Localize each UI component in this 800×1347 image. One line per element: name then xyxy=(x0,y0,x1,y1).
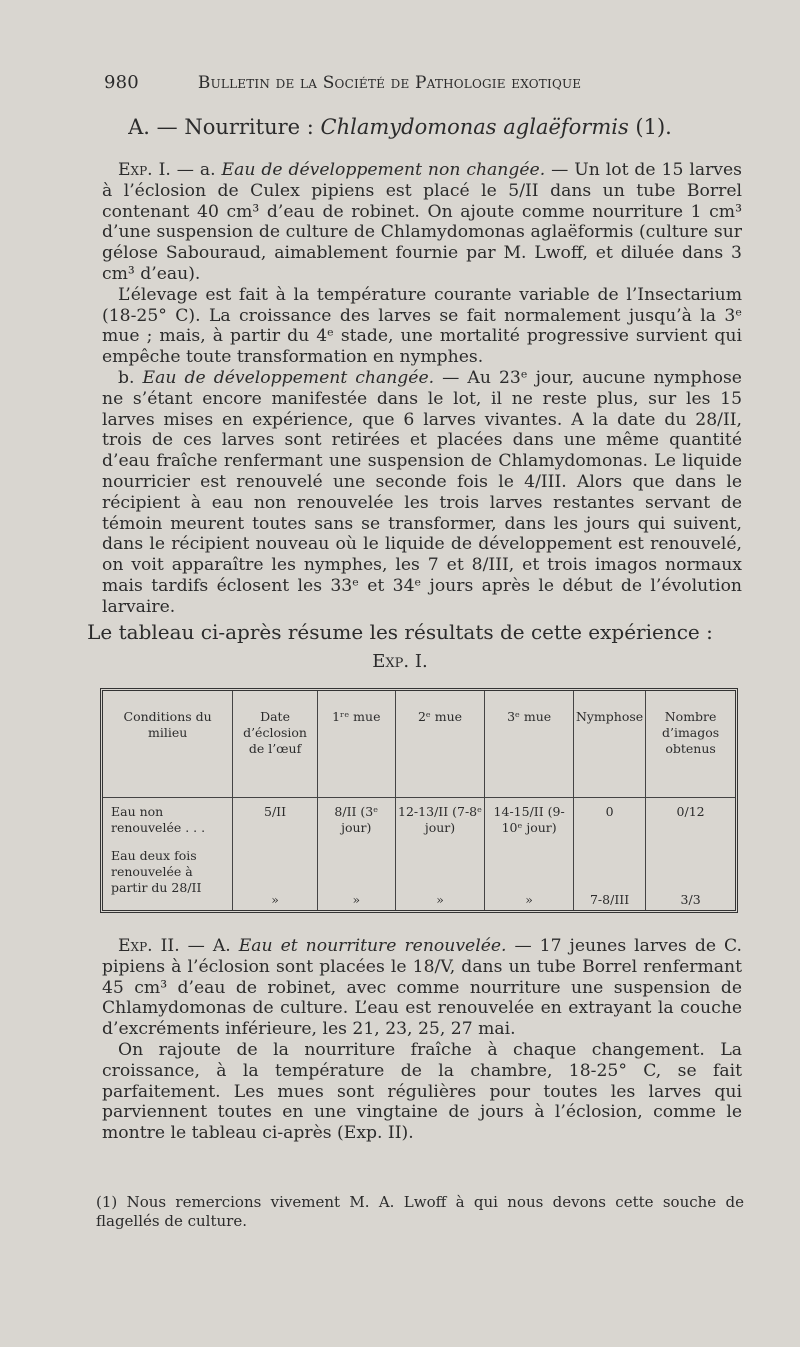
table-cell: Eau non renouvelée . . . xyxy=(111,804,206,835)
body-text-top xyxy=(102,160,742,618)
table-cell: 0/12 xyxy=(646,802,735,846)
paragraph-exp2 xyxy=(102,936,742,1040)
sub-label: — a. xyxy=(170,160,222,180)
sub-label: — A. xyxy=(179,936,239,956)
header-cell: Conditions du milieu xyxy=(123,709,212,740)
table-cell: 3/3 xyxy=(646,846,735,910)
table-row xyxy=(103,846,735,910)
paragraph-elevage: L’élevage est fait à la température courante variable de l’Insectarium (18-25° C). La croissance des larves se fait normalement jusqu’à la 3ᵉ mue ; mais, à partir du 4ᵉ stade, une mortalité progressive survient qui empêche toute transformation en nymphes. xyxy=(102,284,742,368)
table-cell: 5/II xyxy=(233,802,318,846)
table-cell: 14-15/II (9-10ᵉ jour) xyxy=(485,802,574,846)
footnote: (1) Nous remercions vivement M. A. Lwoff à qui nous devons cette souche de flagellés de culture. xyxy=(96,1193,744,1230)
paragraph-text: — Au 23ᵉ jour, aucune nymphose ne s’étant encore manifestée dans le lot, il ne reste plus, sur les 15 larves mises en expérience, que 6 larves vivantes. A la date du 28/II, trois de ces larves sont retirées et placées dans une même quantité d’eau fraîche renfermant une suspension de Chlamydomonas. Le liquide nourricier est renouvelé une seconde fois le 4/III. Alors que dans le récipient à eau non renouvelée les trois larves restantes servant de témoin meurent toutes sans se transformer, dans les jours qui suivent, dans le récipient nouveau où le liquide de développement est renouvelé, on voit apparaître les nymphes, les 7 et 8/III, et trois imagos normaux mais tardifs éclosent les 33ᵉ et 34ᵉ jours après le début de l’évolution larvaire. xyxy=(102,367,742,617)
italic-heading: Eau et nourriture renouvelée. xyxy=(238,936,507,956)
table-cell: » xyxy=(317,846,395,910)
exp-label: Exp. I. xyxy=(118,160,171,180)
paragraph-exp1a xyxy=(102,160,742,285)
table-cell: » xyxy=(395,846,485,910)
italic-heading: Eau de développement changée. xyxy=(142,367,435,388)
header-cell: Nombre d’imagos obtenus xyxy=(646,691,735,798)
body-text-bottom xyxy=(102,936,742,1144)
table-cell: » xyxy=(233,846,318,910)
results-table xyxy=(100,688,738,913)
journal-title: Bulletin de la Société de Pathologie exotique xyxy=(197,73,582,93)
table-cell: 12-13/II (7-8ᵉ jour) xyxy=(395,802,485,846)
section-prefix: A. — Nourriture : xyxy=(128,115,321,139)
table-cell: » xyxy=(485,846,574,910)
exp-label: Exp. II. xyxy=(118,936,180,956)
table-intro: Le tableau ci-après résume les résultats de cette expérience : xyxy=(87,620,713,644)
paragraph-text: — 17 jeunes larves de C. pipiens à l’éclosion sont placées le 18/V, dans un tube Borrel renfermant 45 cm³ d’eau de robinet, avec comme nourriture une suspension de Chlamydomonas de culture. L’eau est renouvelée en extrayant la couche d’excréments inférieure, les 21, 23, 25, 27 mai. xyxy=(102,936,742,1040)
header-cell: Date d’éclosion de l’œuf xyxy=(233,691,318,798)
paragraph-text: — Un lot de 15 larves à l’éclosion de Culex pipiens est placé le 5/II dans un tube Borrel contenant 40 cm³ d’eau de robinet. On ajoute comme nourriture 1 cm³ d’une suspension de culture de Chlamydomonas aglaëformis (culture sur gélose Sabouraud, aimablement fournie par M. Lwoff, et diluée dans 3 cm³ d’eau). xyxy=(102,160,742,284)
running-header xyxy=(104,72,664,93)
table-header-row xyxy=(103,691,735,798)
section-title xyxy=(0,115,800,139)
section-note: (1). xyxy=(628,115,672,139)
section-organism: Chlamydomonas aglaëformis xyxy=(320,115,629,139)
table-cell: 0 xyxy=(573,802,645,846)
table-row xyxy=(103,802,735,846)
header-cell: 1ʳᵉ mue xyxy=(317,691,395,798)
table-caption: Exp. I. xyxy=(372,651,428,672)
table-cell: 8/II (3ᵉ jour) xyxy=(317,802,395,846)
paragraph-exp1b xyxy=(102,368,742,618)
table-cell: Eau deux fois renouvelée à partir du 28/II xyxy=(111,848,202,896)
header-cell: Nymphose xyxy=(573,691,645,798)
header-cell: 2ᵉ mue xyxy=(395,691,485,798)
italic-heading: Eau de développement non changée. xyxy=(221,160,546,180)
page-number: 980 xyxy=(104,72,139,93)
header-cell: 3ᵉ mue xyxy=(485,691,574,798)
sub-label: b. xyxy=(118,367,143,388)
table-cell: 7-8/III xyxy=(573,846,645,910)
paragraph-nourriture: On rajoute de la nourriture fraîche à chaque changement. La croissance, à la température de la chambre, 18-25° C, se fait parfaitement. Les mues sont régulières pour toutes les larves qui parviennent toutes en une vingtaine de jours à l’éclosion, comme le montre le tableau ci-après (Exp. II). xyxy=(102,1039,742,1144)
